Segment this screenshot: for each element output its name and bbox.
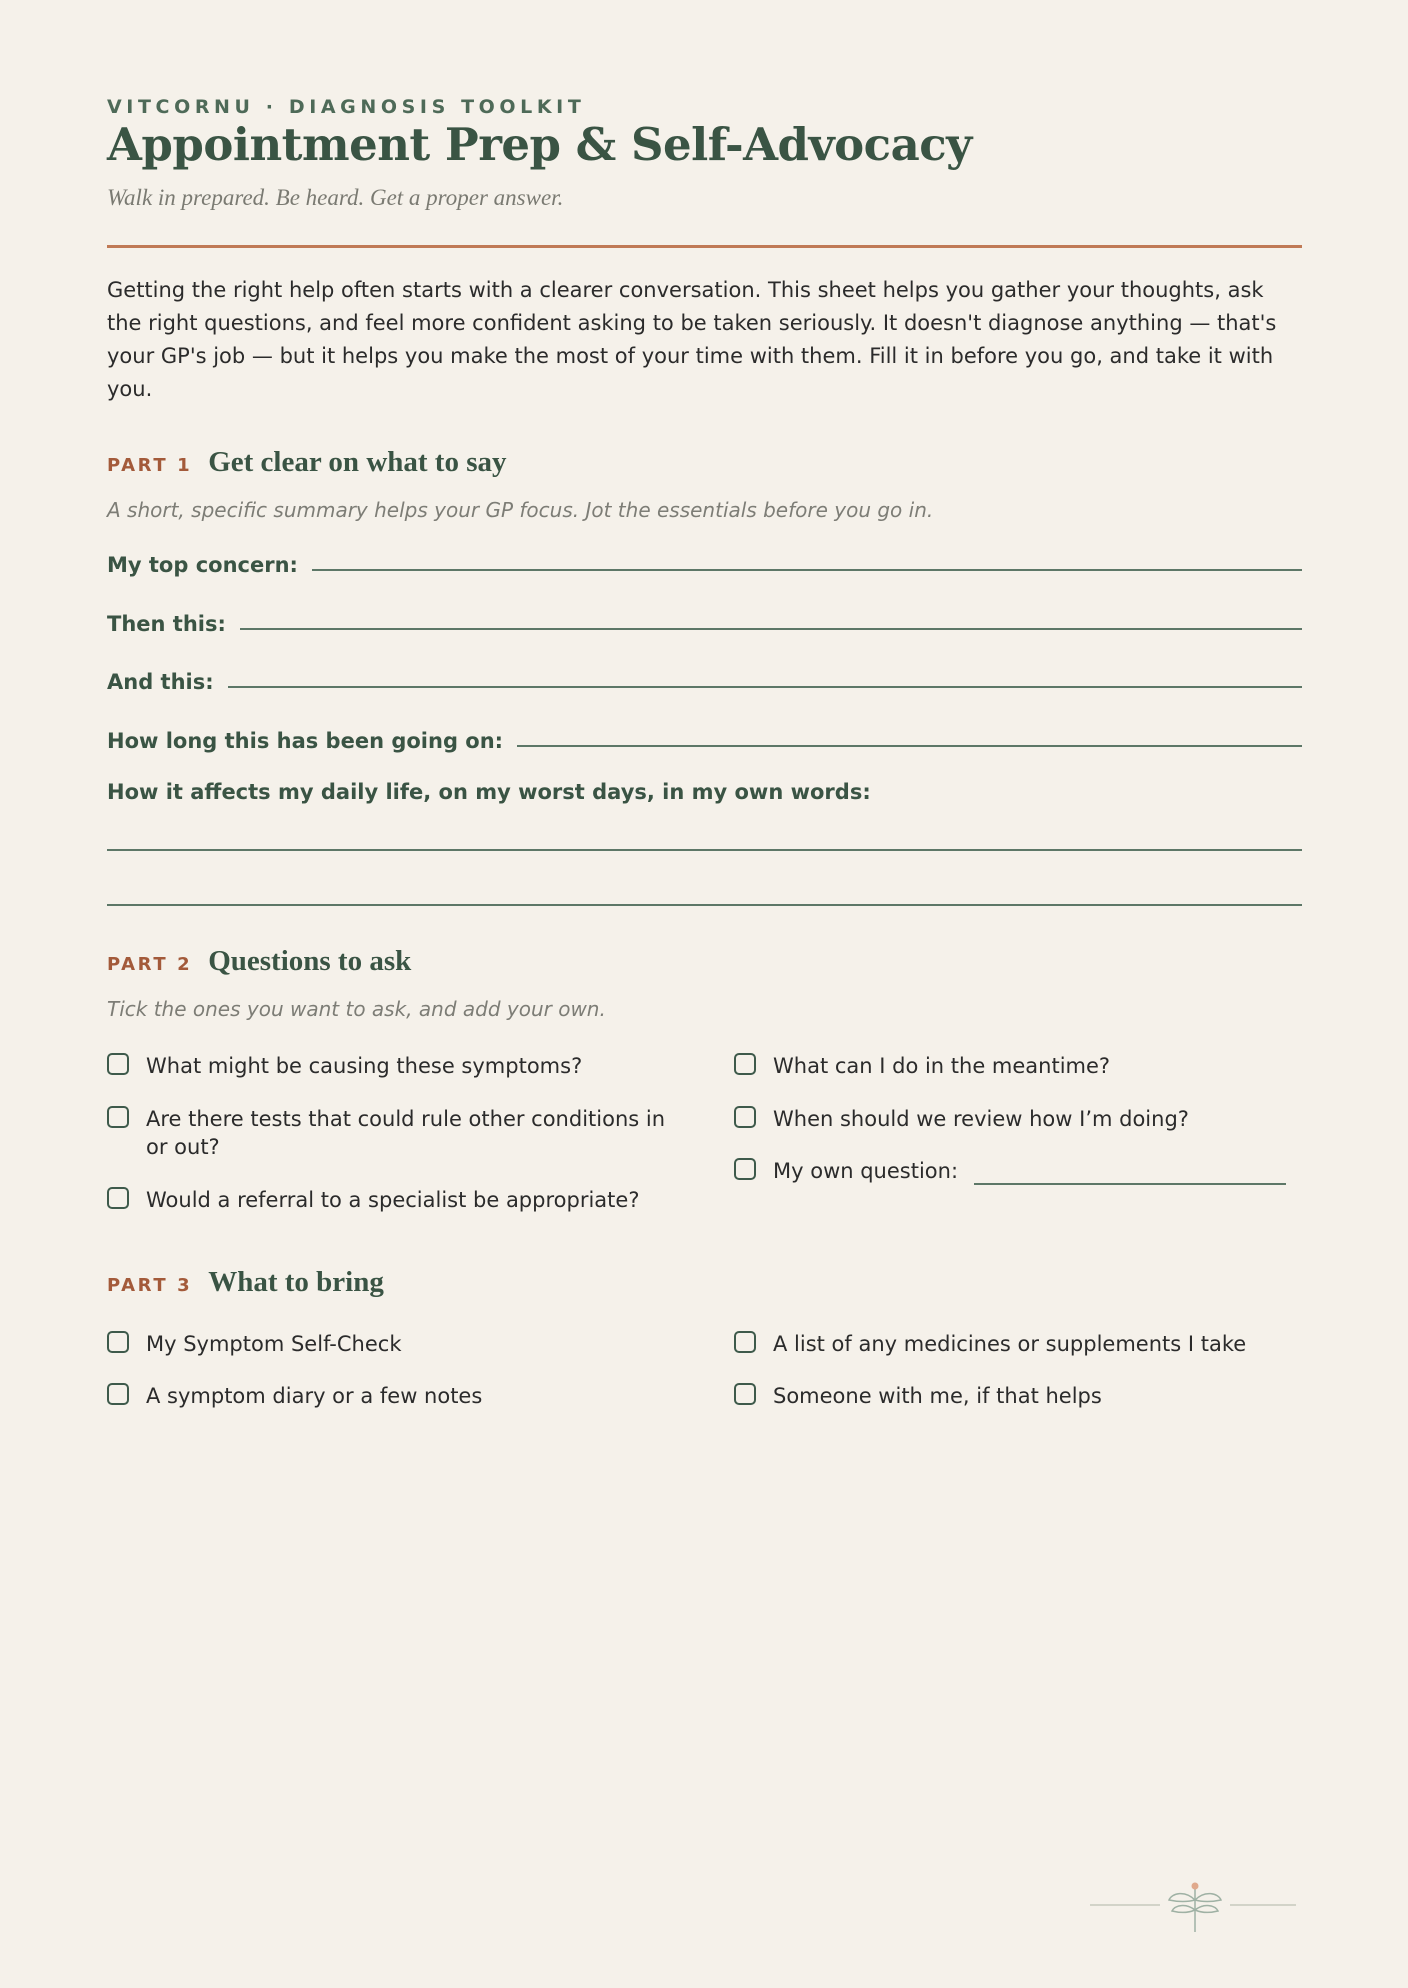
- bring-text: Someone with me, if that helps: [773, 1384, 1102, 1408]
- part1-subtitle: A short, specific summary helps your GP focus. Jot the essentials before you go in.: [107, 498, 934, 522]
- part3-title: What to bring: [208, 1266, 384, 1298]
- field-label: Then this:: [107, 612, 226, 636]
- daily-life-line-2[interactable]: [107, 904, 1302, 906]
- question-text: My own question:: [773, 1159, 959, 1183]
- top-concern-field[interactable]: [107, 553, 1302, 577]
- bring-item[interactable]: [734, 1330, 1302, 1358]
- header-divider: [107, 245, 1302, 248]
- field-label: And this:: [107, 670, 214, 694]
- part2-number: PART 2: [107, 954, 193, 975]
- checkbox[interactable]: [734, 1383, 756, 1405]
- bring-item[interactable]: [734, 1382, 1302, 1410]
- checkbox[interactable]: [107, 1106, 129, 1128]
- then-this-field[interactable]: [107, 612, 1302, 636]
- question-text: What can I do in the meantime?: [773, 1054, 1111, 1078]
- checkbox[interactable]: [107, 1187, 129, 1209]
- bring-text: A list of any medicines or supplements I take: [773, 1332, 1247, 1356]
- write-line[interactable]: [517, 745, 1302, 747]
- part1-number: PART 1: [107, 455, 193, 476]
- bring-text: My Symptom Self-Check: [146, 1332, 402, 1356]
- and-this-field[interactable]: [107, 670, 1302, 694]
- daily-life-label: How it affects my daily life, on my worst days, in my own words:: [107, 780, 871, 804]
- bring-item[interactable]: [107, 1382, 687, 1410]
- write-line[interactable]: [228, 686, 1302, 688]
- daily-life-line-1[interactable]: [107, 849, 1302, 851]
- checkbox[interactable]: [734, 1158, 756, 1180]
- page-subtitle: Walk in prepared. Be heard. Get a proper answer.: [107, 185, 564, 210]
- question-item[interactable]: [107, 1105, 687, 1161]
- part3-heading: [107, 1266, 384, 1299]
- intro-paragraph: Getting the right help often starts with a clearer conversation. This sheet helps you gather your thoughts, ask the right questions, and feel more confident asking to be taken seriously. It doesn't diagnose anything — that's your GP's job — but it helps you make the most of your time with them. Fill it in before you go, and take it with you.: [107, 278, 1277, 401]
- checkbox[interactable]: [107, 1383, 129, 1405]
- plant-sprout-icon: [1090, 1880, 1300, 1940]
- own-question-line[interactable]: [974, 1183, 1286, 1185]
- question-text: Are there tests that could rule other conditions in or out?: [146, 1107, 666, 1159]
- field-label: My top concern:: [107, 553, 298, 577]
- question-text: Would a referral to a specialist be appropriate?: [146, 1188, 640, 1212]
- checkbox[interactable]: [734, 1331, 756, 1353]
- question-item[interactable]: [107, 1052, 687, 1080]
- duration-field[interactable]: [107, 729, 1302, 753]
- own-question-item[interactable]: [734, 1157, 1302, 1185]
- part2-subtitle: Tick the ones you want to ask, and add your own.: [107, 997, 606, 1021]
- field-label: How long this has been going on:: [107, 729, 504, 753]
- checkbox[interactable]: [107, 1331, 129, 1353]
- part1-heading: [107, 446, 507, 479]
- bring-text: A symptom diary or a few notes: [146, 1384, 483, 1408]
- part1-title: Get clear on what to say: [208, 446, 507, 478]
- part3-number: PART 3: [107, 1275, 193, 1296]
- question-item[interactable]: [734, 1052, 1302, 1080]
- part2-title: Questions to ask: [208, 945, 412, 977]
- checkbox[interactable]: [107, 1053, 129, 1075]
- checkbox[interactable]: [734, 1106, 756, 1128]
- write-line[interactable]: [240, 628, 1302, 630]
- question-item[interactable]: [107, 1186, 687, 1214]
- brand-eyebrow: VITCORNU · DIAGNOSIS TOOLKIT: [107, 96, 586, 118]
- question-text: When should we review how I’m doing?: [773, 1107, 1189, 1131]
- question-text: What might be causing these symptoms?: [146, 1054, 583, 1078]
- write-line[interactable]: [312, 569, 1302, 571]
- bring-item[interactable]: [107, 1330, 687, 1358]
- page-title: Appointment Prep & Self-Advocacy: [107, 118, 972, 171]
- question-item[interactable]: [734, 1105, 1302, 1133]
- checkbox[interactable]: [734, 1053, 756, 1075]
- part2-heading: [107, 945, 411, 978]
